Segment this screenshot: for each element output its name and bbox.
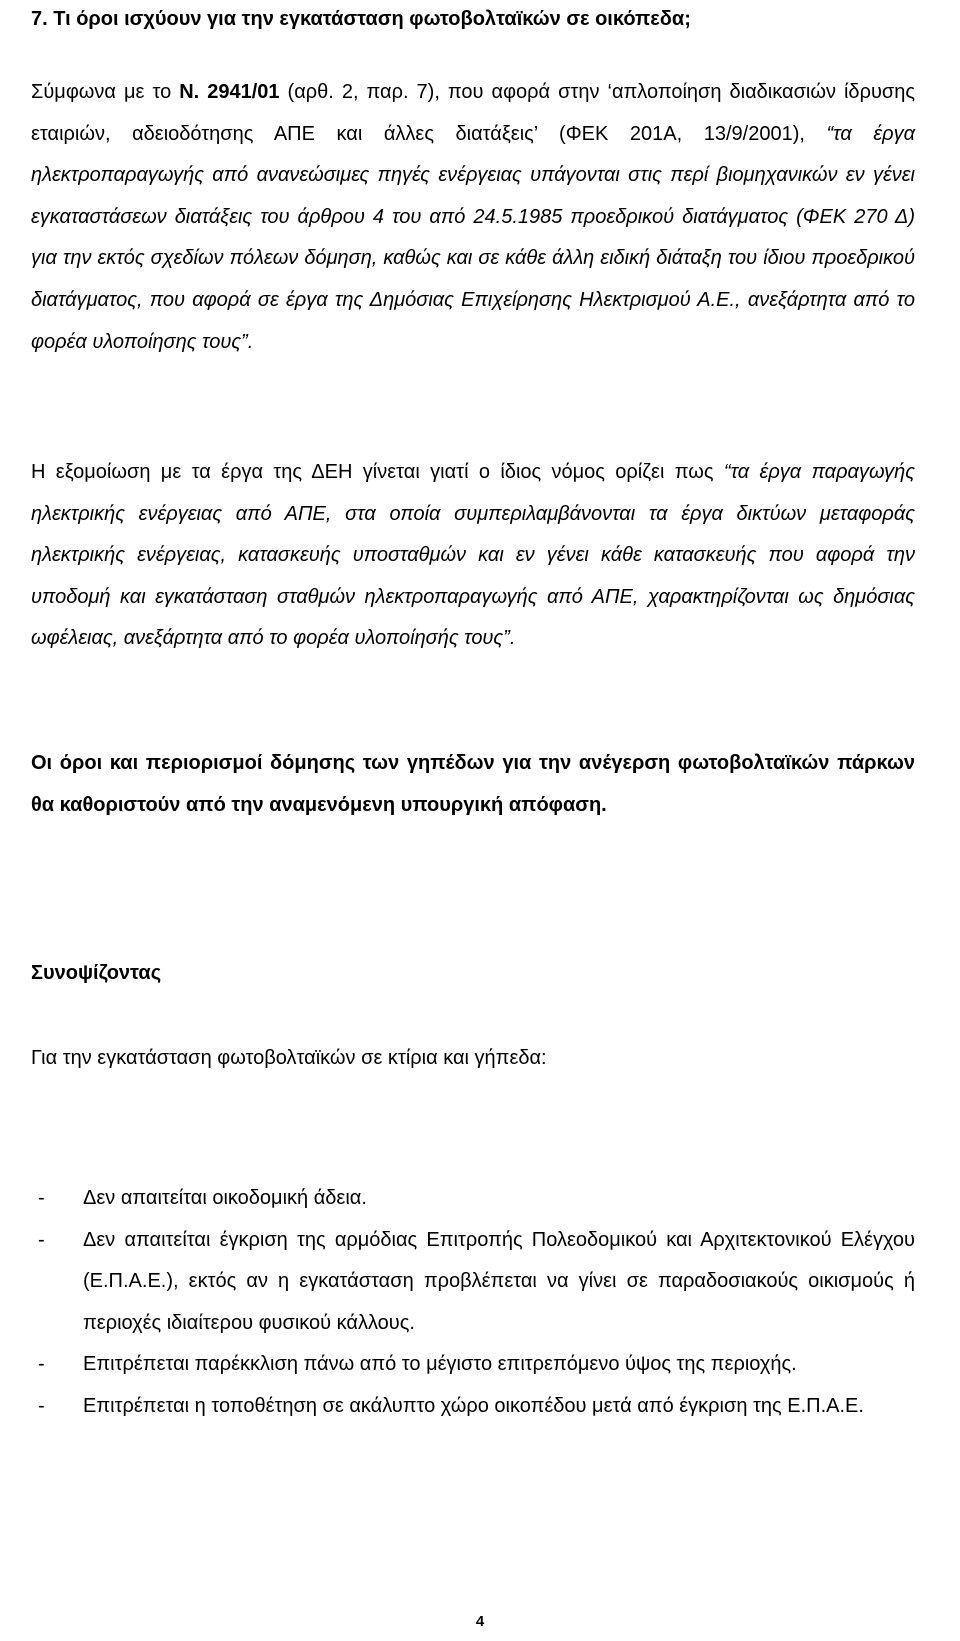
- bullet-dash: -: [38, 1228, 45, 1251]
- list-item: [31, 1386, 915, 1428]
- bullet-dash: -: [38, 1353, 45, 1376]
- paragraph-intro-text: Η εξομοίωση με τα έργα της ΔΕΗ γίνεται γιατί ο ίδιος νόμος ορίζει πως: [31, 461, 724, 483]
- paragraph-dei-equivalence: [31, 452, 915, 660]
- law-quote: “τα έργα ηλεκτροπαραγωγής από ανανεώσιμες πηγές ενέργειας υπάγονται στις περί βιομηχανικών εν γένει εγκαταστάσεων διατάξεις του άρθρου 4 του από 24.5.1985 προεδρικού διατάγματος (ΦΕΚ 270 Δ) για την εκτός σχεδίων πόλεων δόμηση, καθώς και σε κάθε άλλη ειδική διάταξη του ίδιου προεδρικού διατάγματος, που αφορά σε έργα της Δημόσιας Επιχείρησης Ηλεκτρισμού Α.Ε., ανεξάρτητα από το φορέα υλοποίησης τους”.: [31, 122, 915, 353]
- list-item-text: Επιτρέπεται παρέκκλιση πάνω από το μέγιστο επιτρεπόμενο ύψος της περιοχής.: [83, 1353, 797, 1376]
- page-number: 4: [475, 1613, 485, 1630]
- list-item: [31, 1178, 915, 1220]
- law-quote: “τα έργα παραγωγής ηλεκτρικής ενέργειας από ΑΠΕ, στα οποία συμπεριλαμβάνονται τα έργα δικτύων μεταφοράς ηλεκτρικής ενέργειας, κατασκευής υποσταθμών και εν γένει κάθε κατασκευής που αφορά την υποδομή και εγκατάσταση σταθμών ηλεκτροπαραγωγής από ΑΠΕ, χαρακτηρίζονται ως δημόσιας ωφέλειας, ανεξάρτητα από το φορέα υλοποίησής τους”.: [31, 461, 915, 650]
- law-number: Ν. 2941/01: [179, 81, 280, 103]
- list-item-text: Δεν απαιτείται έγκριση της αρμόδιας Επιτροπής Πολεοδομικού και Αρχιτεκτονικού Ελέγχου (Ε.Π.Α.Ε.), εκτός αν η εγκατάσταση προβλέπεται να γίνει σε παραδοσιακούς οικισμούς ή περιοχές ιδιαίτερου φυσικού κάλλους.: [83, 1228, 915, 1334]
- paragraph-building-terms: Οι όροι και περιορισμοί δόμησης των γηπέδων για την ανέγερση φωτοβολταϊκών πάρκων θα καθοριστούν από την αναμενόμενη υπουργική απόφαση.: [31, 752, 915, 816]
- summary-heading: Συνοψίζοντας: [31, 962, 162, 984]
- list-item-text: Δεν απαιτείται οικοδομική άδεια.: [83, 1187, 367, 1209]
- bullet-dash: -: [38, 1187, 45, 1209]
- summary-intro: Για την εγκατάσταση φωτοβολταϊκών σε κτίρια και γήπεδα:: [31, 1047, 547, 1069]
- summary-list: [31, 1178, 915, 1428]
- list-item: [31, 1220, 915, 1345]
- section-heading: 7. Τι όροι ισχύουν για την εγκατάσταση φωτοβολταϊκών σε οικόπεδα;: [31, 8, 691, 30]
- list-item-text: Επιτρέπεται η τοποθέτηση σε ακάλυπτο χώρο οικοπέδου μετά από έγκριση της Ε.Π.Α.Ε.: [83, 1394, 864, 1417]
- law-description: (αρθ. 2, παρ. 7), που αφορά στην ‘απλοποίηση διαδικασιών ίδρυσης εταιριών, αδειοδότησης ΑΠΕ και άλλες διατάξεις’ (ΦΕΚ 201Α, 13/9/2001),: [31, 81, 915, 145]
- bullet-dash: -: [38, 1394, 45, 1417]
- paragraph-law-reference: [31, 72, 915, 363]
- paragraph-intro-text: Σύμφωνα με το: [31, 81, 180, 103]
- list-item: [31, 1344, 915, 1386]
